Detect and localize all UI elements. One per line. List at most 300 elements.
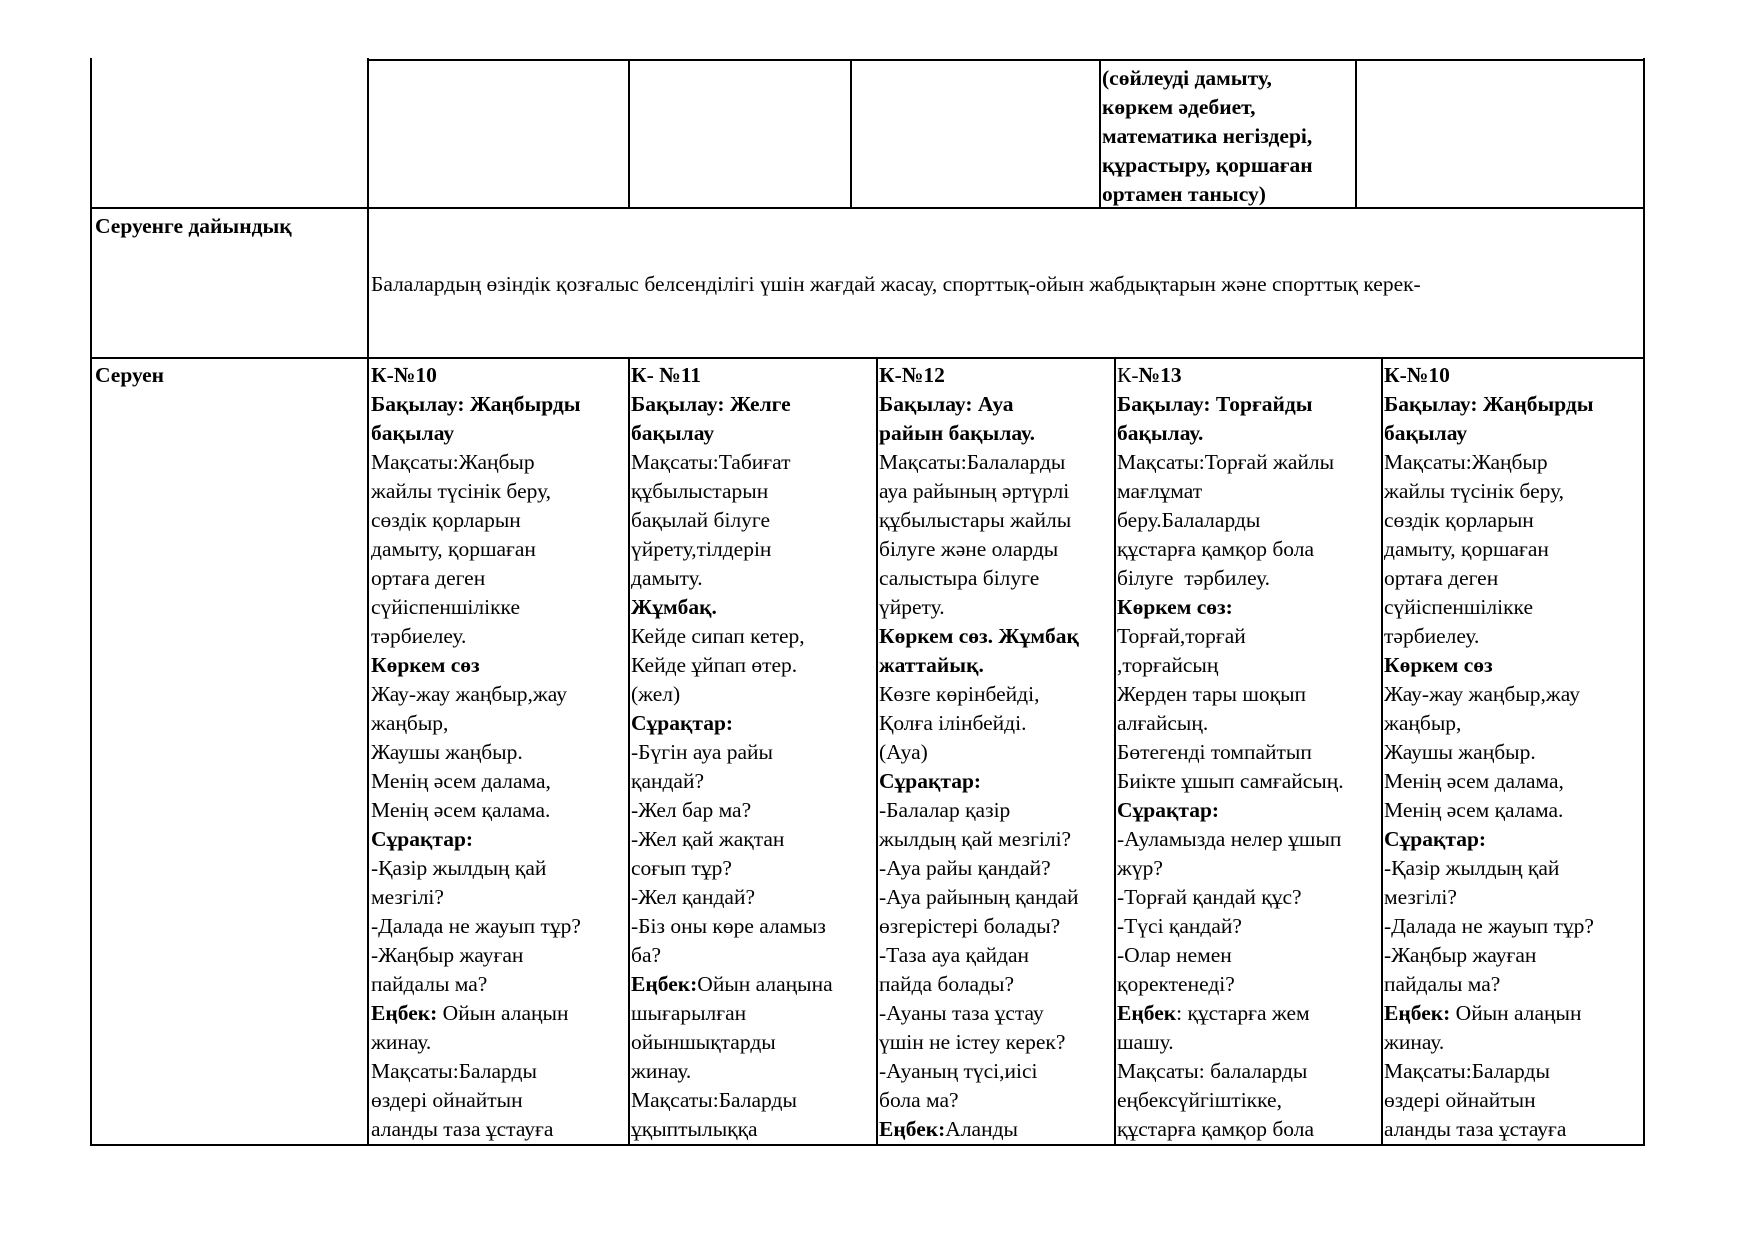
walk-line-text: -Торғай қандай құс? (1117, 885, 1302, 909)
walk-line-text: К-№10 (1384, 363, 1450, 387)
walk-line-text: ,торғайсың (1117, 653, 1219, 677)
walk-line (879, 1028, 1113, 1057)
walk-line (371, 854, 627, 883)
walk-line (631, 767, 875, 796)
walk-line-text: Сұрақтар: (371, 827, 474, 851)
walk-line-text: Бақылау: Жаңбырды (371, 392, 581, 416)
walk-line (879, 738, 1113, 767)
walk-line (1117, 970, 1380, 999)
walk-line-text: К- №11 (631, 363, 702, 387)
walk-line (1384, 477, 1642, 506)
walk-line-text: жинау. (631, 1059, 692, 1083)
walk-line-text: тәрбиелеу. (1384, 624, 1480, 648)
walk-line (631, 738, 875, 767)
walk-line (1384, 999, 1642, 1028)
grid-line (1355, 60, 1357, 208)
walk-line (371, 1115, 627, 1143)
walk-line (371, 941, 627, 970)
walk-line-text: -Ауламызда нелер ұшып (1117, 827, 1342, 851)
walk-line (1384, 361, 1642, 390)
walk-line (631, 506, 875, 535)
walk-line (371, 883, 627, 912)
walk-line (371, 738, 627, 767)
walk-line-text: -Түсі қандай? (1117, 914, 1242, 938)
walk-line-text: бола ма? (879, 1088, 959, 1112)
walk-line (1384, 854, 1642, 883)
walk-line-text: жылдың қай мезгілі? (879, 827, 1072, 851)
walk-line-text: Сұрақтар: (879, 769, 982, 793)
walk-line-text: шығарылған (631, 1001, 747, 1025)
walk-line-text: сөздік қорларын (1384, 508, 1534, 532)
walk-line-text: Менің әсем қалама. (371, 798, 551, 822)
walk-line-text: Жаушы жаңбыр. (371, 740, 523, 764)
walk-line (631, 477, 875, 506)
walk-line-text: жайлы түсінік беру, (371, 479, 552, 503)
walk-line-text: Кейде ұйпап өтер. (631, 653, 798, 677)
walk-line (1117, 1057, 1380, 1086)
walk-line-text: сөздік қорларын (371, 508, 521, 532)
walk-line-text: құбылыстары жайлы (879, 508, 1072, 532)
walk-line-text: (жел) (631, 682, 681, 706)
grid-line (1381, 358, 1383, 1145)
walk-line-text: -Ауа райы қандай? (879, 856, 1051, 880)
walk-line (1117, 361, 1380, 390)
walk-line-text: бақылау (631, 421, 715, 445)
walk-line (1117, 622, 1380, 651)
walk-line (879, 1115, 1113, 1143)
walk-col-1 (371, 361, 627, 1143)
walk-line-text: Мақсаты:Жаңбыр (1384, 450, 1548, 474)
walk-line (371, 970, 627, 999)
walk-col-2 (631, 361, 875, 1143)
walk-line (879, 796, 1113, 825)
top-row-col5-text: (сөйлеуді дамыту, көркем әдебиет, математика негіздері, құрастыру, қоршаған ортамен танысу) (1102, 66, 1313, 206)
walk-line (1384, 506, 1642, 535)
walk-line (631, 361, 875, 390)
walk-line-text: дамыту. (631, 566, 703, 590)
walk-line-text: Бақылау: Торғайды (1117, 392, 1313, 416)
walk-line-text: жинау. (371, 1030, 432, 1054)
walk-line-text: құстарға қамқор бола (1117, 537, 1315, 561)
walk-line (1384, 738, 1642, 767)
walk-line-text: Мақсаты:Баларды (1384, 1059, 1550, 1083)
walk-line-text: Жау-жау жаңбыр,жау (371, 682, 567, 706)
walk-line (1117, 1028, 1380, 1057)
walk-line-text: -Жел қандай? (631, 885, 756, 909)
walk-line-text: бақылай білуге (631, 508, 770, 532)
walk-line-text: жаттайық. (879, 653, 984, 677)
walk-line-text: еңбексүйгіштікке, (1117, 1088, 1282, 1112)
walk-line (1117, 767, 1380, 796)
walk-line-text: ба? (631, 943, 662, 967)
walk-line-text: мезгілі? (371, 885, 444, 909)
walk-line-text: Жау-жау жаңбыр,жау (1384, 682, 1580, 706)
walk-line-text: К- (1117, 363, 1139, 387)
walk-line (879, 390, 1113, 419)
walk-line-text: бақылау (371, 421, 455, 445)
walk-col-3 (879, 361, 1113, 1143)
walk-line (371, 390, 627, 419)
walk-line-text: Бақылау: Желге (631, 392, 791, 416)
walk-line-text: Мақсаты:Балаларды (879, 450, 1066, 474)
walk-line (1117, 738, 1380, 767)
walk-line-text: -Олар немен (1117, 943, 1232, 967)
walk-line (879, 970, 1113, 999)
walk-line-boldrest: №13 (1138, 363, 1182, 387)
walk-line-text: Еңбек (1117, 1001, 1177, 1025)
prep-row-content (371, 212, 1641, 356)
walk-line (879, 477, 1113, 506)
grid-line (1099, 60, 1101, 208)
walk-line-text: ұқыптылыққа (631, 1117, 758, 1141)
grid-line (367, 58, 369, 1146)
walk-line-text: бақылау. (1117, 421, 1204, 445)
grid-line (1643, 58, 1645, 1146)
walk-line-text: -Таза ауа қайдан (879, 943, 1030, 967)
grid-line (628, 60, 630, 208)
walk-line-text: тәрбиелеу. (371, 624, 467, 648)
walk-line-text: үйрету. (879, 595, 945, 619)
walk-line (631, 1057, 875, 1086)
walk-line (879, 825, 1113, 854)
grid-line (628, 358, 630, 1145)
walk-line (371, 564, 627, 593)
walk-line (879, 680, 1113, 709)
walk-line (1117, 477, 1380, 506)
walk-line-text: беру.Балаларды (1117, 508, 1261, 532)
walk-line-text: өздері ойнайтын (1384, 1088, 1536, 1112)
walk-line-text: Сұрақтар: (1117, 798, 1220, 822)
walk-line-text: үшін не істеу керек? (879, 1030, 1066, 1054)
walk-line (1117, 419, 1380, 448)
walk-line-text: сүйіспеншілікке (1384, 595, 1533, 619)
walk-line (631, 999, 875, 1028)
walk-line-text: -Қазір жылдың қай (1384, 856, 1560, 880)
walk-line (1384, 680, 1642, 709)
walk-row-label: Серуен (95, 363, 165, 387)
grid-line (1114, 358, 1116, 1145)
walk-line-text: алғайсың. (1117, 711, 1209, 735)
walk-line-text: Мақсаты: балаларды (1117, 1059, 1308, 1083)
walk-line-rest: Ойын алаңын (437, 1001, 569, 1025)
walk-line (1117, 506, 1380, 535)
walk-line-text: жаңбыр, (1384, 711, 1462, 735)
walk-line (879, 999, 1113, 1028)
walk-line (879, 593, 1113, 622)
walk-line (371, 1057, 627, 1086)
walk-line (371, 912, 627, 941)
walk-line (1384, 535, 1642, 564)
walk-line (1117, 999, 1380, 1028)
walk-line (631, 854, 875, 883)
walk-line-text: мезгілі? (1384, 885, 1457, 909)
walk-line (879, 535, 1113, 564)
walk-line-text: жинау. (1384, 1030, 1445, 1054)
grid-line (90, 58, 92, 1146)
walk-line-text: білуге және оларды (879, 537, 1059, 561)
walk-line (631, 1028, 875, 1057)
walk-line-text: білуге тәрбилеу. (1117, 566, 1271, 590)
walk-line (1384, 941, 1642, 970)
walk-line (1384, 448, 1642, 477)
prep-line-1: Балалардың өзіндік қозғалыс белсенділігі үшін жағдай жасау, спорттық-ойын жабдықтарын және спорттық керек- (371, 272, 1421, 296)
walk-line (631, 941, 875, 970)
walk-line (1117, 593, 1380, 622)
walk-line-text: Бөтегенді томпайтып (1117, 740, 1312, 764)
walk-line (631, 564, 875, 593)
walk-line (1117, 680, 1380, 709)
walk-line (1384, 419, 1642, 448)
walk-line (631, 883, 875, 912)
walk-line (1384, 796, 1642, 825)
walk-line (879, 912, 1113, 941)
walk-line (1117, 912, 1380, 941)
walk-line (371, 796, 627, 825)
walk-line-text: -Жел бар ма? (631, 798, 752, 822)
walk-line (1384, 709, 1642, 738)
walk-line-text: Көзге көрінбейді, (879, 682, 1040, 706)
walk-line (1384, 912, 1642, 941)
walk-line-text: сүйіспеншілікке (371, 595, 520, 619)
walk-line-text: пайдалы ма? (371, 972, 488, 996)
walk-line (371, 535, 627, 564)
walk-line (371, 622, 627, 651)
walk-line (1117, 825, 1380, 854)
walk-line (1384, 825, 1642, 854)
walk-line (371, 448, 627, 477)
walk-line (631, 535, 875, 564)
walk-line-text: Қолға ілінбейді. (879, 711, 1027, 735)
walk-line-rest: Аланды (945, 1117, 1018, 1141)
walk-line-text: ортаға деген (371, 566, 486, 590)
grid-line (90, 1144, 1645, 1146)
walk-line-text: дамыту, қоршаған (371, 537, 536, 561)
walk-line (631, 593, 875, 622)
walk-line-text: Мақсаты:Жаңбыр (371, 450, 535, 474)
walk-line-text: (Ауа) (879, 740, 928, 764)
walk-line-text: Еңбек: (879, 1117, 946, 1141)
walk-line (1384, 1115, 1642, 1143)
walk-line-text: Жаушы жаңбыр. (1384, 740, 1536, 764)
walk-line (631, 651, 875, 680)
walk-line (1384, 651, 1642, 680)
walk-line-text: Кейде сипап кетер, (631, 624, 805, 648)
walk-line-text: аланды таза ұстауға (371, 1117, 554, 1141)
walk-line (879, 1057, 1113, 1086)
walk-line-text: Бақылау: Жаңбырды (1384, 392, 1594, 416)
walk-line (1384, 1028, 1642, 1057)
walk-line (631, 680, 875, 709)
walk-line-text: -Жаңбыр жауған (371, 943, 524, 967)
walk-line-text: Көркем сөз: (1117, 595, 1233, 619)
grid-line (850, 60, 852, 208)
walk-line-text: Көркем сөз. Жұмбақ (879, 624, 1079, 648)
walk-line (1117, 1115, 1380, 1143)
walk-line-text: -Бүгін ауа райы (631, 740, 774, 764)
walk-line (371, 709, 627, 738)
walk-line-text: Менің әсем қалама. (1384, 798, 1564, 822)
walk-line-text: -Жаңбыр жауған (1384, 943, 1537, 967)
walk-line-text: Жұмбақ. (631, 595, 717, 619)
walk-line-text: жүр? (1117, 856, 1163, 880)
walk-line-text: Еңбек: (371, 1001, 438, 1025)
walk-line (879, 419, 1113, 448)
walk-line (879, 448, 1113, 477)
walk-line (371, 361, 627, 390)
walk-col-5 (1384, 361, 1642, 1143)
walk-line (371, 680, 627, 709)
walk-line (631, 390, 875, 419)
walk-line-text: ортаға деген (1384, 566, 1499, 590)
walk-line-text: -Біз оны көре аламыз (631, 914, 826, 938)
walk-line-text: өздері ойнайтын (371, 1088, 523, 1112)
walk-line (1384, 767, 1642, 796)
walk-line (1384, 1057, 1642, 1086)
walk-line-text: райын бақылау. (879, 421, 1036, 445)
walk-line-text: үйрету,тілдерін (631, 537, 772, 561)
walk-line-text: бақылау (1384, 421, 1468, 445)
walk-line (1117, 709, 1380, 738)
walk-line (879, 1086, 1113, 1115)
walk-line (371, 1086, 627, 1115)
walk-line-text: шашу. (1117, 1030, 1174, 1054)
walk-line-text: қоректенеді? (1117, 972, 1235, 996)
walk-line (1384, 622, 1642, 651)
walk-line (879, 709, 1113, 738)
walk-col-4 (1117, 361, 1380, 1143)
walk-line-text: -Ауаның түсі,иісі (879, 1059, 1038, 1083)
walk-line-text: Еңбек: (631, 972, 698, 996)
walk-line (879, 854, 1113, 883)
walk-line (1384, 390, 1642, 419)
walk-line-text: Көркем сөз (371, 653, 480, 677)
walk-line (879, 361, 1113, 390)
walk-line-text: ойыншықтарды (631, 1030, 776, 1054)
walk-line (371, 651, 627, 680)
walk-line (631, 448, 875, 477)
walk-line-text: Сұрақтар: (631, 711, 734, 735)
walk-line-text: Менің әсем далама, (1384, 769, 1564, 793)
prep-row-label: Серуенге дайындық (95, 214, 292, 238)
walk-line-text: Еңбек: (1384, 1001, 1451, 1025)
walk-line (371, 419, 627, 448)
walk-line (879, 564, 1113, 593)
walk-line (879, 622, 1113, 651)
walk-line (1117, 854, 1380, 883)
walk-line-text: соғып тұр? (631, 856, 732, 880)
walk-line (631, 970, 875, 999)
walk-line-text: -Жел қай жақтан (631, 827, 785, 851)
walk-line-rest: Ойын алаңын (1450, 1001, 1582, 1025)
walk-line (1117, 941, 1380, 970)
walk-line (1117, 1086, 1380, 1115)
walk-line-text: ауа райының әртүрлі (879, 479, 1070, 503)
walk-line (1384, 883, 1642, 912)
walk-line-text: -Балалар қазір (879, 798, 1011, 822)
walk-line-rest: Ойын алаңына (697, 972, 833, 996)
walk-line (879, 883, 1113, 912)
walk-line (1117, 796, 1380, 825)
walk-line-text: құбылыстарын (631, 479, 769, 503)
walk-line (371, 767, 627, 796)
walk-line-text: Көркем сөз (1384, 653, 1493, 677)
walk-line (1117, 535, 1380, 564)
walk-line (879, 767, 1113, 796)
grid-line (90, 357, 1645, 359)
walk-line-text: жайлы түсінік беру, (1384, 479, 1565, 503)
walk-line (1117, 651, 1380, 680)
walk-line (1117, 448, 1380, 477)
walk-line (631, 1086, 875, 1115)
walk-line-text: мағлұмат (1117, 479, 1203, 503)
walk-line (879, 651, 1113, 680)
walk-line-text: салыстыра білуге (879, 566, 1040, 590)
walk-line-text: пайдалы ма? (1384, 972, 1501, 996)
walk-line-text: Бақылау: Ауа (879, 392, 1014, 416)
walk-line (631, 622, 875, 651)
walk-line (879, 506, 1113, 535)
walk-line-text: -Қазір жылдың қай (371, 856, 547, 880)
walk-line (1384, 564, 1642, 593)
grid-line (367, 59, 1645, 61)
walk-line (631, 825, 875, 854)
walk-line-text: Жерден тары шоқып (1117, 682, 1307, 706)
walk-line (631, 419, 875, 448)
walk-line (371, 1028, 627, 1057)
walk-line-text: дамыту, қоршаған (1384, 537, 1549, 561)
walk-line-text: Торғай,торғай (1117, 624, 1246, 648)
walk-line-text: Менің әсем далама, (371, 769, 551, 793)
walk-line (631, 1115, 875, 1143)
walk-line-text: Мақсаты:Баларды (371, 1059, 537, 1083)
walk-line (879, 941, 1113, 970)
walk-line-text: -Ауа райының қандай (879, 885, 1079, 909)
walk-line-text: Мақсаты:Торғай жайлы (1117, 450, 1335, 474)
walk-line (631, 796, 875, 825)
walk-line-rest: : құстарға жем (1176, 1001, 1310, 1025)
walk-line (1384, 1086, 1642, 1115)
walk-line (371, 593, 627, 622)
walk-line (1117, 883, 1380, 912)
walk-line (371, 999, 627, 1028)
walk-line-text: -Ауаны таза ұстау (879, 1001, 1044, 1025)
walk-line (371, 506, 627, 535)
walk-line (1384, 970, 1642, 999)
grid-line (876, 358, 878, 1145)
walk-line-text: өзгерістері болады? (879, 914, 1061, 938)
walk-line-text: жаңбыр, (371, 711, 449, 735)
walk-line (1384, 593, 1642, 622)
grid-line (90, 207, 1645, 209)
walk-line-text: аланды таза ұстауға (1384, 1117, 1567, 1141)
walk-line (631, 912, 875, 941)
walk-line-text: Биікте ұшып самғайсың. (1117, 769, 1344, 793)
walk-line-text: Сұрақтар: (1384, 827, 1487, 851)
walk-line-text: пайда болады? (879, 972, 1015, 996)
walk-line (1117, 390, 1380, 419)
walk-line-text: Мақсаты:Баларды (631, 1088, 797, 1112)
walk-line-text: құстарға қамқор бола (1117, 1117, 1315, 1141)
walk-line (1117, 564, 1380, 593)
walk-line-text: К-№10 (371, 363, 437, 387)
walk-line-text: К-№12 (879, 363, 945, 387)
walk-line (371, 825, 627, 854)
walk-line-text: қандай? (631, 769, 705, 793)
walk-line-text: Мақсаты:Табиғат (631, 450, 791, 474)
walk-line-text: -Далада не жауып тұр? (1384, 914, 1594, 938)
walk-line (371, 477, 627, 506)
walk-line (631, 709, 875, 738)
